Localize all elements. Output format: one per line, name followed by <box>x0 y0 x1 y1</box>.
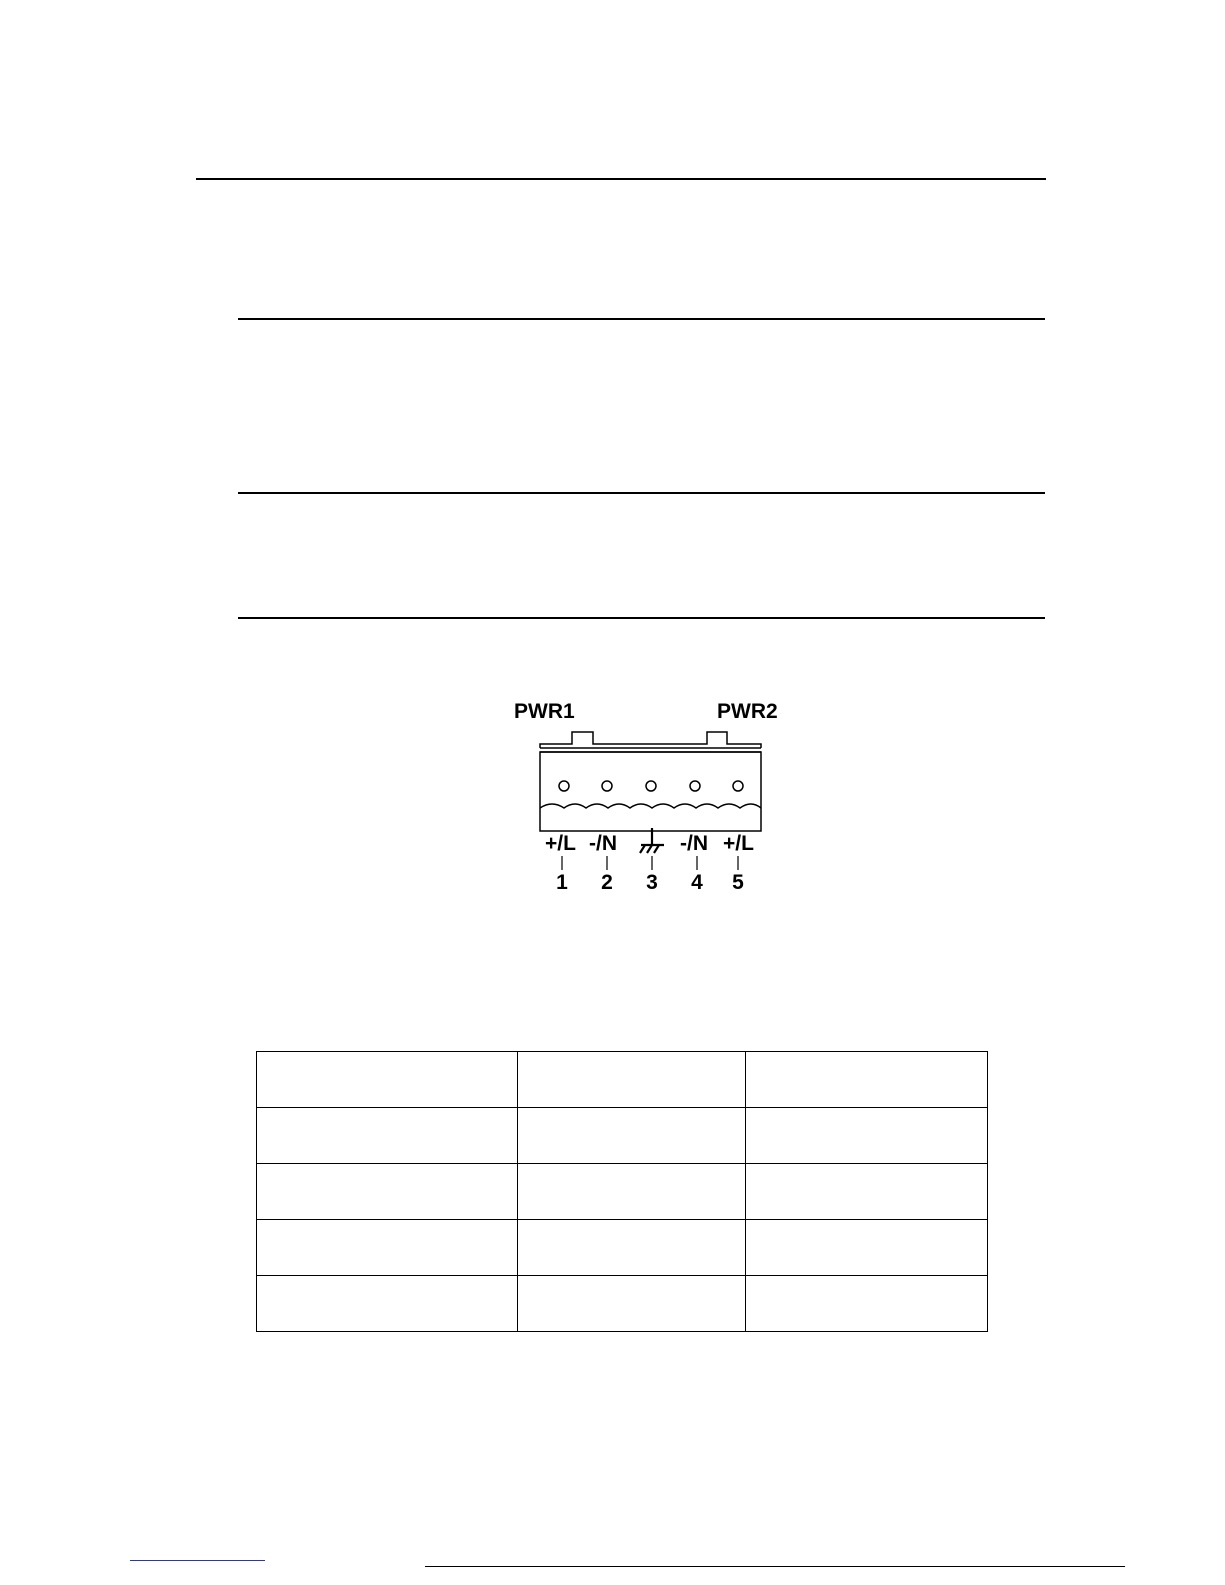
table-cell <box>518 1220 746 1276</box>
pin-5-number: 5 <box>732 871 744 894</box>
table-row <box>257 1052 988 1108</box>
header-rule <box>196 178 1046 180</box>
screw-hole-2 <box>602 781 612 791</box>
pin-4-signal: -/N <box>680 832 708 855</box>
table-cell <box>257 1052 518 1108</box>
table-cell <box>257 1108 518 1164</box>
footer-link-underline[interactable] <box>130 1560 265 1561</box>
screw-hole-3 <box>646 781 656 791</box>
screw-hole-1 <box>559 781 569 791</box>
screw-hole-4 <box>690 781 700 791</box>
pin-numbers <box>556 871 744 894</box>
table-row <box>257 1164 988 1220</box>
screw-hole-5 <box>733 781 743 791</box>
table-cell <box>746 1276 988 1332</box>
section-rule-3 <box>238 617 1045 619</box>
pin-1-signal: +/L <box>545 832 576 855</box>
table-cell <box>257 1164 518 1220</box>
table-row <box>257 1276 988 1332</box>
pin-3-number: 3 <box>646 871 658 894</box>
pin-5-signal: +/L <box>723 832 754 855</box>
table-cell <box>518 1052 746 1108</box>
table-cell <box>518 1276 746 1332</box>
table-cell <box>746 1108 988 1164</box>
pin-2-signal: -/N <box>589 832 617 855</box>
pin-assignment-table <box>256 1051 988 1332</box>
table-cell <box>746 1220 988 1276</box>
table-cell <box>257 1276 518 1332</box>
pin-leader-lines <box>562 856 738 870</box>
screw-holes <box>559 781 743 791</box>
footer-rule <box>425 1566 1125 1567</box>
section-rule-1 <box>238 318 1045 320</box>
table-cell <box>518 1164 746 1220</box>
pin-1-number: 1 <box>556 871 568 894</box>
table-row <box>257 1108 988 1164</box>
power-connector-diagram <box>500 690 800 900</box>
pwr1-label: PWR1 <box>514 700 575 723</box>
pwr2-label: PWR2 <box>717 700 778 723</box>
pin-2-number: 2 <box>601 871 613 894</box>
pin-signal-labels <box>545 832 754 855</box>
section-rule-2 <box>238 492 1045 494</box>
table-row <box>257 1220 988 1276</box>
table-cell <box>746 1052 988 1108</box>
pin-4-number: 4 <box>691 871 703 894</box>
table-cell <box>518 1108 746 1164</box>
table-cell <box>257 1220 518 1276</box>
table-cell <box>746 1164 988 1220</box>
